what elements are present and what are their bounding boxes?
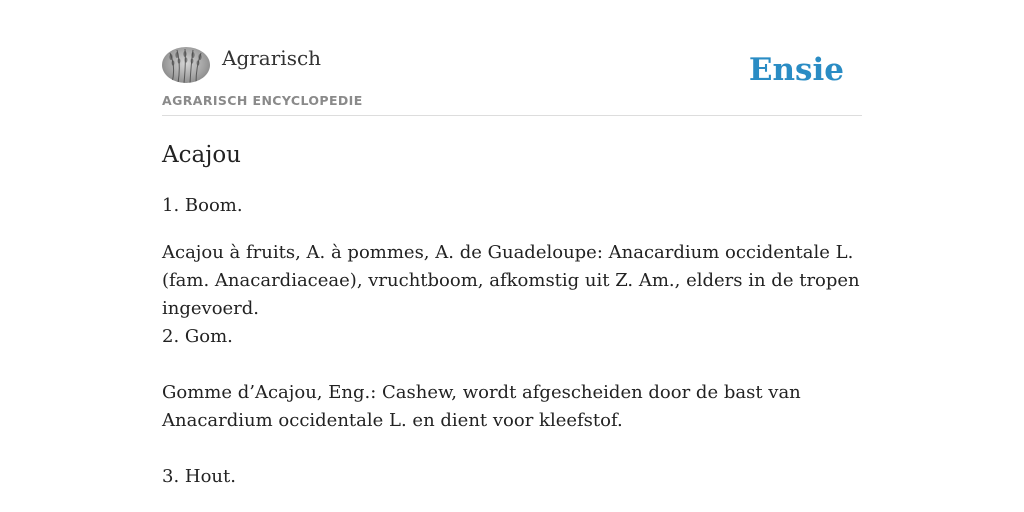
site-name[interactable]: Agrarisch xyxy=(222,46,322,70)
site-subtitle: AGRARISCH ENCYCLOPEDIE xyxy=(162,93,363,108)
site-header xyxy=(162,0,862,116)
article-paragraph: 2. Gom. xyxy=(162,326,233,347)
page xyxy=(162,0,862,487)
article-title: Acajou xyxy=(162,142,241,168)
article-paragraph: 1. Boom. xyxy=(162,195,243,216)
wheat-logo-icon[interactable] xyxy=(162,47,210,83)
article-paragraph: 3. Hout. xyxy=(162,466,236,487)
ensie-brand-link[interactable]: Ensie xyxy=(748,52,844,88)
article-paragraph: Acajou à fruits, A. à pommes, A. de Guadeloupe: Anacardium occidentale L. (fam. Anacardiaceae), vruchtboom, afkomstig uit Z. Am., elders in de tropen ingevoerd. xyxy=(162,242,860,319)
article-paragraph: Gomme d’Acajou, Eng.: Cashew, wordt afgescheiden door de bast van Anacardium occidentale L. en dient voor kleefstof. xyxy=(162,382,801,431)
